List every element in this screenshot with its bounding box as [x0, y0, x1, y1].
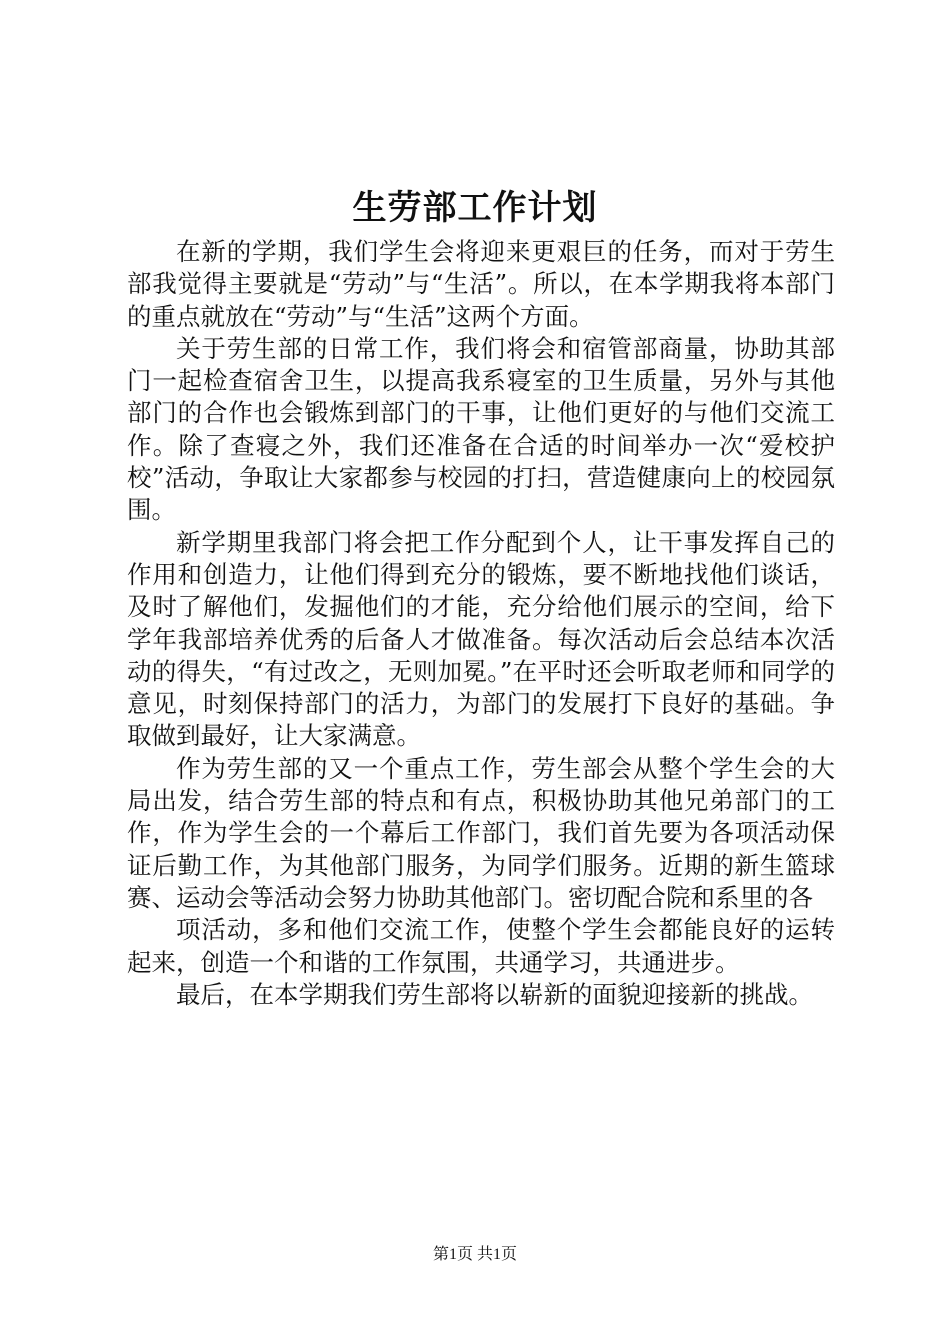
paragraph: 项活动，多和他们交流工作，使整个学生会都能良好的运转起来，创造一个和谐的工作氛围，共通学习，共通进步。: [127, 915, 835, 977]
document-body: [127, 236, 835, 1011]
paragraph: 新学期里我部门将会把工作分配到个人，让干事发挥自己的作用和创造力，让他们得到充分的锻炼，要不断地找他们谈话，及时了解他们，发掘他们的才能，充分给他们展示的空间，给下学年我部培养优秀的后备人才做准备。每次活动后会总结本次活动的得失，“有过改之，无则加冕。”在平时还会听取老师和同学的意见，时刻保持部门的活力，为部门的发展打下良好的基础。争取做到最好，让大家满意。: [127, 527, 835, 751]
paragraph: 在新的学期，我们学生会将迎来更艰巨的任务，而对于劳生部我觉得主要就是“劳动”与“生活”。所以，在本学期我将本部门的重点就放在“劳动”与“生活”这两个方面。: [127, 237, 835, 331]
paragraph: 最后，在本学期我们劳生部将以崭新的面貌迎接新的挑战。: [176, 979, 813, 1009]
page-footer: 第1页 共1页: [432, 1246, 517, 1263]
paragraph: 关于劳生部的日常工作，我们将会和宿管部商量，协助其部门一起检查宿舍卫生，以提高我系寝室的卫生质量，另外与其他部门的合作也会锻炼到部门的干事，让他们更好的与他们交流工作。除了查寝之外，我们还准备在合适的时间举办一次“爱校护校”活动，争取让大家都参与校园的打扫，营造健康向上的校园氛围。: [127, 333, 835, 525]
document-title: 生劳部工作计划: [352, 188, 598, 228]
paragraph: 作为劳生部的又一个重点工作，劳生部会从整个学生会的大局出发，结合劳生部的特点和有点，积极协助其他兄弟部门的工作，作为学生会的一个幕后工作部门，我们首先要为各项活动保证后勤工作，为其他部门服务，为同学们服务。近期的新生篮球赛、运动会等活动会努力协助其他部门。密切配合院和系里的各: [127, 753, 835, 912]
